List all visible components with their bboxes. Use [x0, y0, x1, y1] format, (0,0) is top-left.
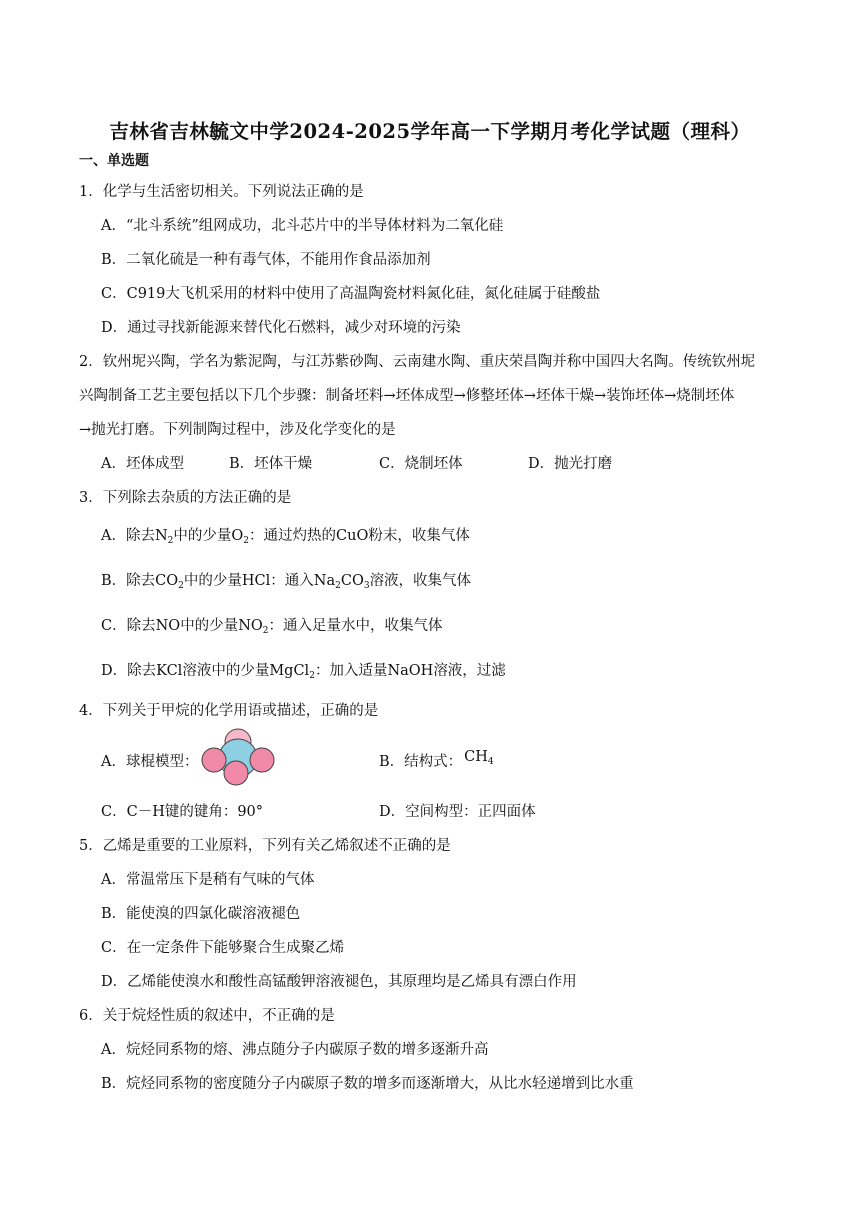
question-2-stem-line-3: →抛光打磨。下列制陶过程中，涉及化学变化的是 — [79, 422, 396, 438]
question-4-stem: 4．下列关于甲烷的化学用语或描述，正确的是 — [79, 703, 379, 719]
question-2-option-a: A．坯体成型 — [101, 456, 184, 472]
question-1-option-a: A．“北斗系统”组网成功，北斗芯片中的半导体材料为二氧化硅 — [101, 218, 504, 234]
question-1-option-c: C．C919大飞机采用的材料中使用了高温陶瓷材料氮化硅，氮化硅属于硅酸盐 — [101, 286, 601, 302]
question-3-option-a: A．除去$N_2$中的少量$O_2$：通过灼热的CuO粉末，收集气体 — [101, 528, 470, 546]
question-2-option-c: C．烧制坯体 — [379, 456, 463, 472]
question-2-option-d: D．抛光打磨 — [528, 456, 613, 472]
hydrogen-atom-bottom — [224, 761, 248, 785]
question-5-stem: 5．乙烯是重要的工业原料，下列有关乙烯叙述不正确的是 — [79, 838, 451, 854]
hydrogen-atom-left — [202, 748, 226, 772]
page-title: 吉林省吉林毓文中学2024-2025学年高一下学期月考化学试题（理科） — [109, 120, 751, 143]
question-3-option-d: D．除去KCl溶液中的少量MgCl$_2$：加入适量NaOH溶液，过滤 — [101, 663, 506, 681]
question-2-option-b: B．坯体干燥 — [229, 456, 313, 472]
question-3-option-b: B．除去$CO_2$中的少量HCl：通入$Na_2CO_3$溶液，收集气体 — [101, 573, 472, 591]
question-5-option-b: B．能使溴的四氯化碳溶液褪色 — [101, 906, 301, 922]
question-6-option-a: A．烷烃同系物的熔、沸点随分子内碳原子数的增多逐渐升高 — [101, 1042, 489, 1058]
methane-ball-model-image — [200, 728, 276, 786]
question-1-stem: 1．化学与生活密切相关。下列说法正确的是 — [79, 184, 364, 200]
question-1-option-d: D．通过寻找新能源来替代化石燃料，减少对环境的污染 — [101, 320, 461, 336]
question-6-option-b: B．烷烃同系物的密度随分子内碳原子数的增多而逐渐增大，从比水轻递增到比水重 — [101, 1076, 634, 1092]
question-2-stem-line-1: 2．钦州坭兴陶，学名为紫泥陶，与江苏紫砂陶、云南建水陶、重庆荣昌陶并称中国四大名陶。传统钦州坭 — [79, 354, 756, 370]
question-5-option-c: C．在一定条件下能够聚合生成聚乙烯 — [101, 940, 345, 956]
hydrogen-atom-right — [250, 748, 274, 772]
section-heading: 一、单选题 — [79, 153, 149, 169]
question-1-option-b: B．二氧化硫是一种有毒气体，不能用作食品添加剂 — [101, 252, 431, 268]
question-6-stem: 6．关于烷烃性质的叙述中，不正确的是 — [79, 1008, 335, 1024]
question-3-option-c: C．除去NO中的少量$NO_2$：通入足量水中，收集气体 — [101, 618, 443, 636]
question-5-option-a: A．常温常压下是稍有气味的气体 — [101, 872, 315, 888]
methane-formula: $CH_4$ — [464, 749, 494, 767]
question-4-option-c: C．C－H键的键角：90° — [101, 804, 264, 820]
question-5-option-d: D．乙烯能使溴水和酸性高锰酸钾溶液褪色，其原理均是乙烯具有漂白作用 — [101, 974, 577, 990]
question-3-stem: 3．下列除去杂质的方法正确的是 — [79, 490, 292, 506]
question-4-option-b: B．结构式： $CH_4$ — [379, 749, 494, 770]
question-2-stem-line-2: 兴陶制备工艺主要包括以下几个步骤：制备坯料→坯体成型→修整坯体→坯体干燥→装饰坯体→烧制坯体 — [79, 388, 735, 404]
question-4-option-a: A．球棍模型： — [101, 754, 199, 770]
question-4-option-d: D．空间构型：正四面体 — [379, 804, 536, 820]
